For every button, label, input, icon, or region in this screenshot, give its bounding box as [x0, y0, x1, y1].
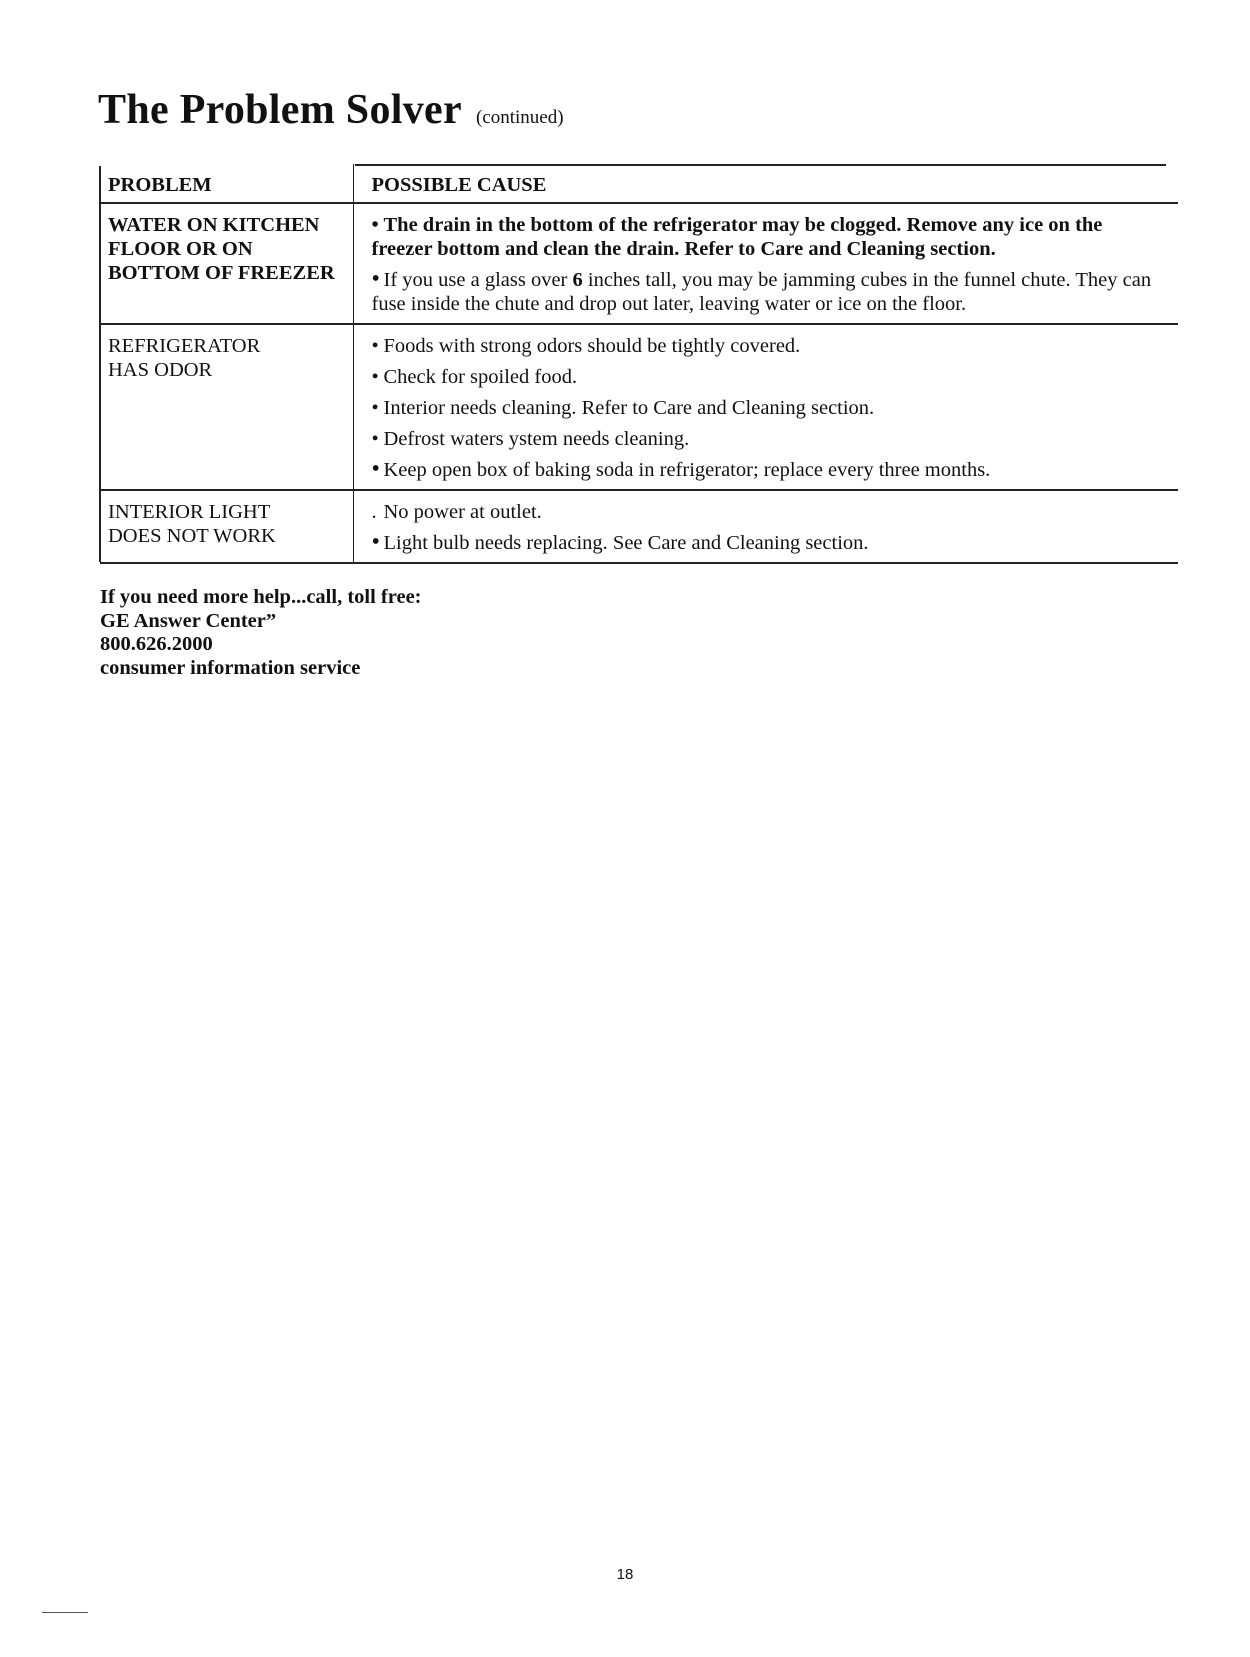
bullet-icon: •	[371, 335, 379, 357]
cause-text: Interior needs cleaning. Refer to Care and Cleaning section.	[383, 397, 875, 419]
problem-line: DOES NOT WORK	[108, 525, 276, 547]
bullet-icon: •	[371, 214, 379, 236]
problem-solver-table	[100, 164, 1178, 564]
bullet-icon: .	[371, 501, 377, 523]
help-contact-block	[100, 586, 422, 680]
bullet-icon: •	[371, 529, 380, 555]
bullet-icon: •	[371, 366, 379, 388]
cause-text: Check for spoiled food.	[383, 366, 578, 388]
problem-cell	[100, 324, 353, 490]
table-header-row	[100, 164, 1178, 203]
problem-line: INTERIOR LIGHT	[108, 501, 271, 523]
page-title	[98, 86, 564, 134]
problem-cell	[100, 203, 353, 324]
cause-text: No power at outlet.	[383, 501, 542, 523]
cause-item	[372, 396, 1161, 420]
problem-line: REFRIGERATOR	[108, 335, 261, 357]
help-service-label: consumer information service	[100, 656, 361, 679]
cause-cell	[353, 203, 1178, 324]
cause-item	[372, 334, 1161, 358]
bullet-icon: •	[371, 456, 380, 482]
cause-item	[372, 531, 1161, 555]
cause-text: The drain in the bottom of the refrigerator may be clogged. Remove any ice on the freezer bottom and clean the drain. Refer to Care and Cleaning section.	[371, 214, 1103, 260]
table-row	[100, 490, 1178, 563]
cause-cell	[353, 490, 1178, 563]
cause-text: Keep open box of baking soda in refrigerator; replace every three months.	[383, 459, 991, 481]
problem-line: BOTTOM OF FREEZER	[108, 262, 335, 284]
page-title-text: The Problem Solver	[98, 87, 462, 133]
cause-text: Foods with strong odors should be tightly covered.	[383, 335, 801, 357]
page-title-suffix: (continued)	[475, 107, 564, 128]
problem-line: FLOOR OR ON	[108, 238, 253, 260]
page-number: 18	[616, 1566, 634, 1583]
cause-text: inches tall, you may be jamming cubes in the funnel chute. They can fuse inside the chute and drop out later, leaving water or ice on the floor.	[371, 269, 1152, 315]
cause-number: 6	[572, 269, 583, 291]
table-row	[100, 324, 1178, 490]
cause-item	[372, 213, 1161, 261]
problem-line: HAS ODOR	[108, 359, 213, 381]
help-center-name: GE Answer Center”	[100, 609, 277, 632]
cause-item	[372, 458, 1161, 482]
table-row	[100, 203, 1178, 324]
bullet-icon: •	[371, 397, 379, 419]
bullet-icon: •	[371, 266, 380, 292]
help-intro: If you need more help...call, toll free:	[100, 586, 422, 608]
cause-text: Defrost waters ystem needs cleaning.	[383, 428, 690, 450]
bullet-icon: •	[371, 428, 379, 450]
corner-mark	[42, 1612, 88, 1613]
problem-cell	[100, 490, 353, 563]
cause-item	[372, 365, 1161, 389]
cause-column-header: POSSIBLE CAUSE	[353, 164, 1178, 203]
cause-item	[372, 500, 1161, 524]
cause-item	[372, 268, 1161, 316]
cause-cell	[353, 324, 1178, 490]
problem-column-header: PROBLEM	[100, 164, 353, 203]
cause-text: Light bulb needs replacing. See Care and Cleaning section.	[383, 532, 869, 554]
cause-item	[372, 427, 1161, 451]
problem-line: WATER ON KITCHEN	[108, 214, 320, 236]
cause-text: If you use a glass over	[383, 269, 573, 291]
help-phone-number: 800.626.2000	[100, 633, 213, 655]
